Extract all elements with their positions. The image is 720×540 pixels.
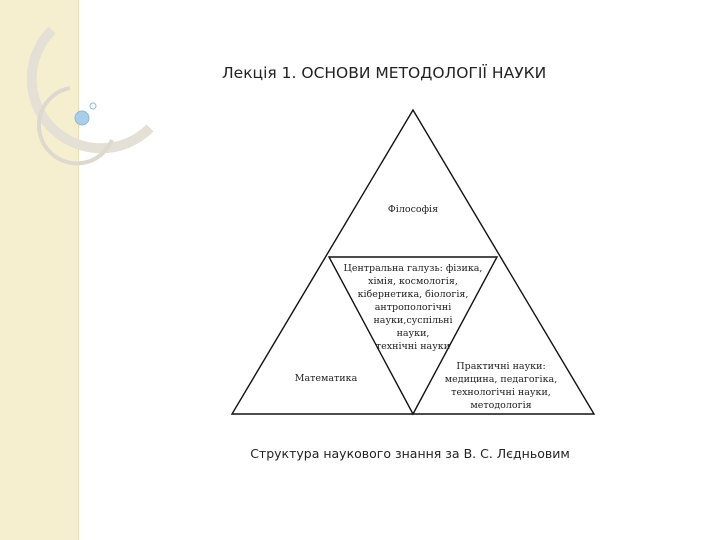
practical-line: медицина, педагогіка, (444, 374, 558, 385)
central-line: хімія, космологія, (368, 276, 458, 287)
mathematics-label: Математика (294, 373, 358, 384)
central-sciences-label (336, 262, 490, 353)
slide-title: Лекція 1. ОСНОВИ МЕТОДОЛОГІЇ НАУКИ (222, 64, 547, 82)
practical-line: технологічні науки, (451, 387, 551, 398)
central-line: антропологічні (374, 302, 452, 313)
practical-line: методологія (470, 400, 532, 411)
central-line: кібернетика, біологія, (357, 289, 469, 300)
practical-sciences-label (424, 360, 578, 412)
central-line: Центральна галузь: фізика, (343, 263, 483, 274)
practical-line: Практичні науки: (456, 361, 546, 372)
central-line: науки, (396, 328, 430, 339)
philosophy-label: Філософія (387, 204, 439, 215)
diagram-caption: Структура наукового знання за В. С. Лєдньовим (250, 446, 570, 461)
central-line: науки,суспільні (373, 315, 453, 326)
central-line: технічні науки (375, 341, 451, 352)
